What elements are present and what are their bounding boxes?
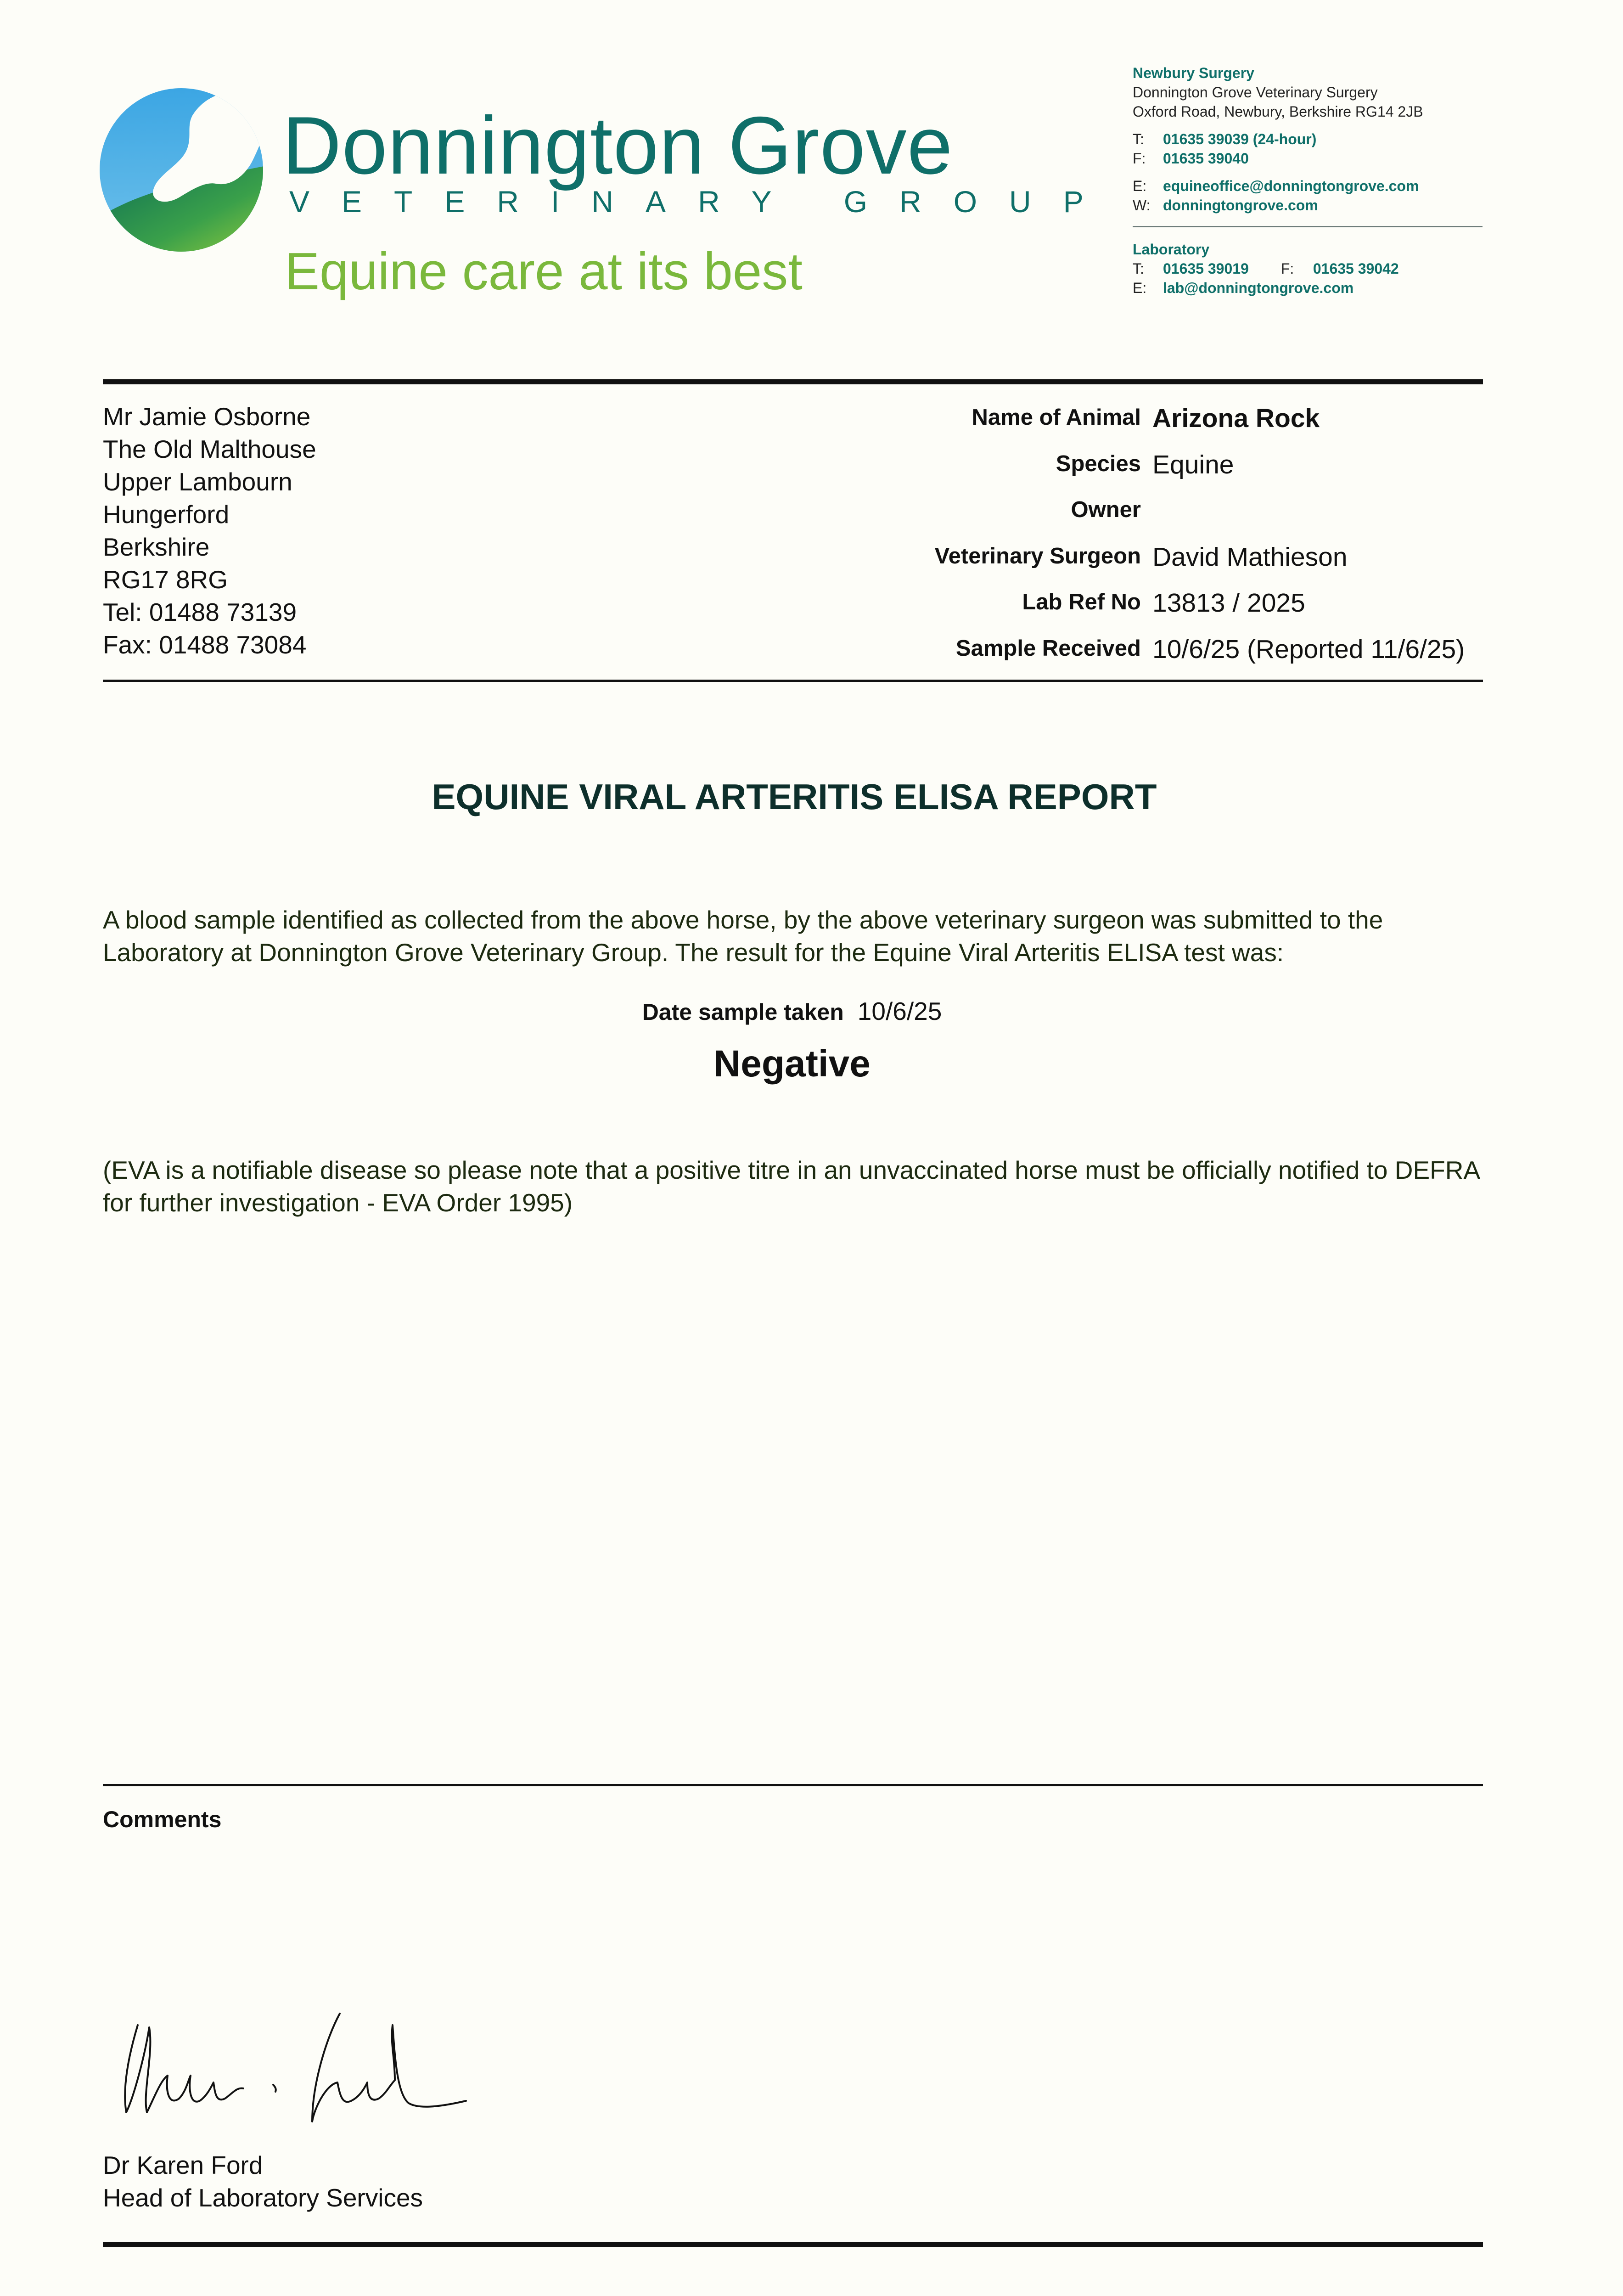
header-divider [103,379,1483,384]
address-postcode: RG17 8RG [103,565,228,594]
detail-label: Veterinary Surgeon [934,543,1141,568]
animal-details [758,402,1483,679]
animal-name: Arizona Rock [1152,404,1320,433]
fax-key: F: [1280,260,1294,277]
detail-row-received [758,633,1483,679]
detail-label: Lab Ref No [1022,590,1141,614]
newbury-address-line: Donnington Grove Veterinary Surgery [1133,84,1378,101]
laboratory-email-link[interactable]: lab@donningtongrove.com [1163,280,1354,296]
date-value: 10/6/25 [857,997,942,1025]
detail-row-animal [758,402,1483,448]
detail-row-vet [758,540,1483,587]
detail-row-owner [758,494,1483,540]
details-divider [103,680,1483,682]
detail-label: Name of Animal [972,405,1141,430]
notifiable-disease-note: (EVA is a notifiable disease so please note that a positive titre in an unvaccinated horse must be officially notified to DEFRA for further investigation - EVA Order 1995) [103,1156,1479,1217]
detail-row-species [758,448,1483,495]
laboratory-heading: Laboratory [1133,241,1210,258]
phone-key: T: [1133,260,1144,277]
recipient-tel: Tel: 01488 73139 [103,598,297,626]
contact-divider [1133,226,1483,227]
detail-label: Sample Received [955,636,1141,661]
handwritten-signature [110,2007,477,2140]
recipient-fax: Fax: 01488 73084 [103,630,307,659]
fax-key: F: [1133,150,1146,167]
website-link[interactable]: donningtongrove.com [1163,197,1318,214]
detail-label: Owner [1071,497,1141,522]
footer-divider [103,2242,1483,2247]
newbury-contact-block [1133,63,1423,215]
newbury-email-link[interactable]: equineoffice@donningtongrove.com [1163,178,1419,194]
email-key: E: [1133,280,1147,296]
recipient-address [103,400,316,661]
signatory-name: Dr Karen Ford [103,2151,263,2179]
web-key: W: [1133,197,1151,214]
detail-label: Species [1056,451,1141,476]
date-sample-taken [0,996,1584,1026]
report-intro: A blood sample identified as collected from the above horse, by the above veterinary surgeon was submitted to the Laboratory at Donnington Grove Veterinary Group. The result for the Equine Viral Arteritis ELISA test was: [103,906,1383,967]
detail-row-labref [758,586,1483,633]
newbury-fax: 01635 39040 [1163,150,1249,167]
signatory [103,2149,423,2214]
address-line: Upper Lambourn [103,467,292,496]
brand-tagline: Equine care at its best [285,242,803,301]
brand-subtitle: VETERINARY GROUP [289,185,1116,219]
comments-divider [103,1784,1483,1786]
horse-head-logo-icon [94,83,269,257]
address-line: The Old Malthouse [103,435,316,463]
signatory-title: Head of Laboratory Services [103,2183,423,2212]
newbury-address-line: Oxford Road, Newbury, Berkshire RG14 2JB [1133,103,1423,120]
report-title: EQUINE VIRAL ARTERITIS ELISA REPORT [432,777,1157,817]
date-label: Date sample taken [642,999,844,1025]
address-line: Berkshire [103,533,210,561]
comments-label: Comments [103,1806,222,1832]
recipient-name: Mr Jamie Osborne [103,402,311,431]
laboratory-contact-block [1133,240,1399,298]
phone-key: T: [1133,131,1144,147]
labref-value: 13813 / 2025 [1152,588,1305,618]
newbury-heading: Newbury Surgery [1133,65,1254,81]
vet-value: David Mathieson [1152,542,1348,572]
received-value: 10/6/25 (Reported 11/6/25) [1152,634,1465,664]
test-result: Negative [713,1043,870,1085]
address-line: Hungerford [103,500,230,529]
newbury-phone: 01635 39039 (24-hour) [1163,131,1317,147]
email-key: E: [1133,178,1147,194]
species-value: Equine [1152,450,1234,479]
laboratory-fax: 01635 39042 [1313,260,1399,277]
brand-name: Donnington Grove [282,100,953,191]
laboratory-phone: 01635 39019 [1163,260,1249,277]
